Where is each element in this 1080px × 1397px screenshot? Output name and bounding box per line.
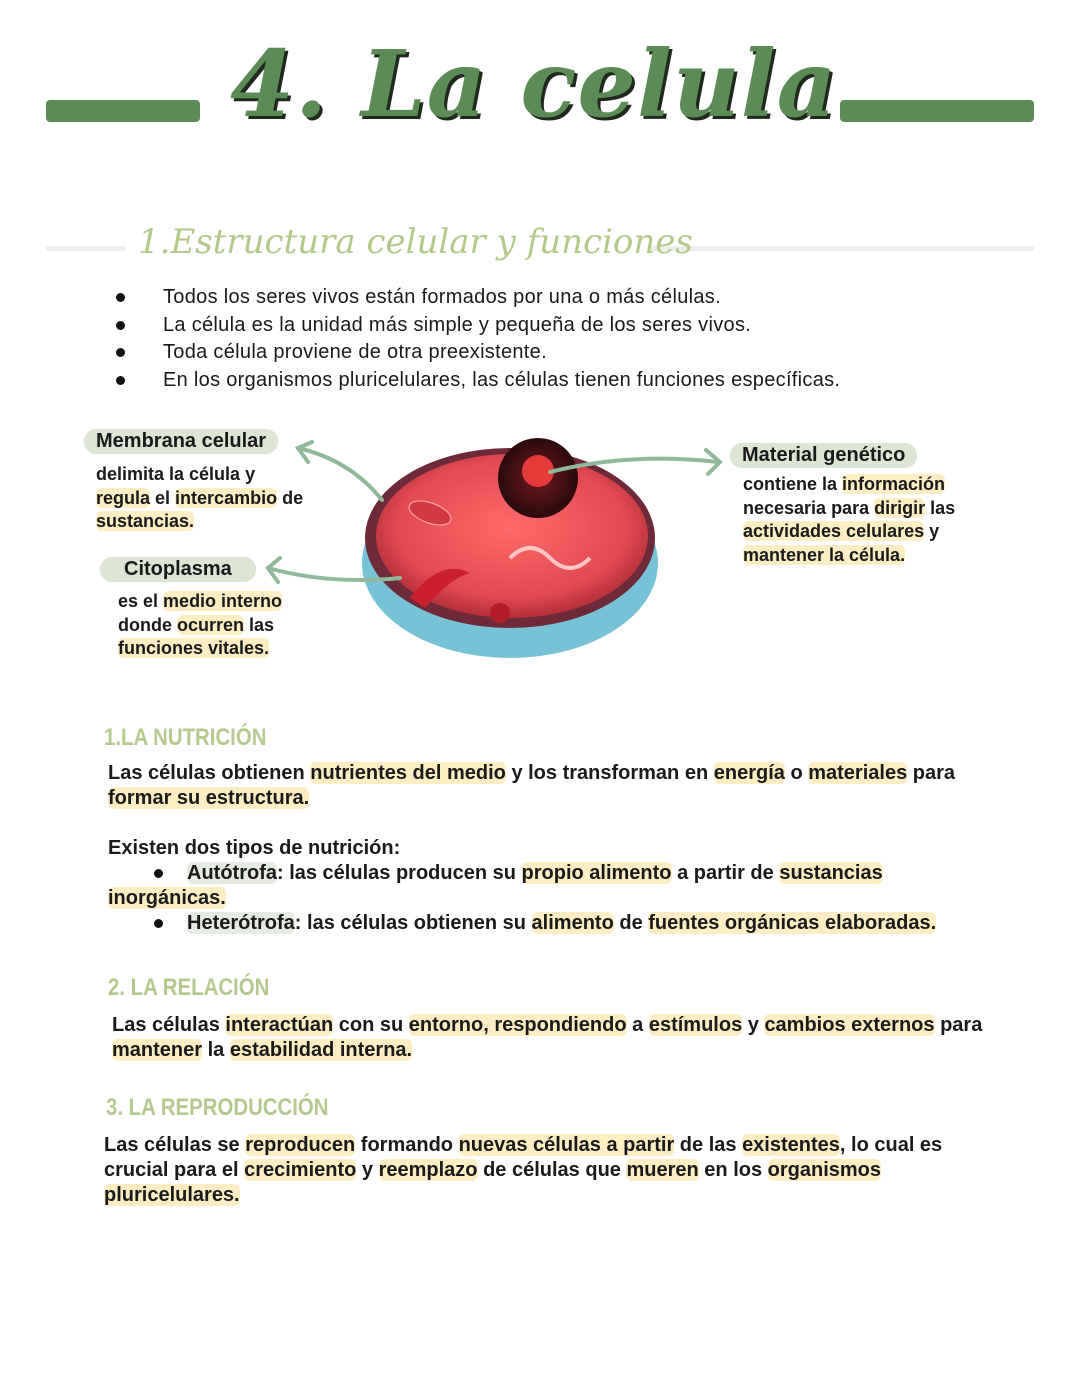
highlighted-text: inorgánicas. xyxy=(108,887,226,909)
highlighted-text: alimento xyxy=(531,912,614,934)
heading-reproduccion: 3. LA REPRODUCCIÓN xyxy=(106,1094,329,1121)
text-line xyxy=(108,761,955,786)
text-line xyxy=(118,614,282,638)
text-line xyxy=(743,520,955,544)
highlighted-text: cambios externos xyxy=(764,1014,935,1036)
text-line xyxy=(118,590,282,614)
bullet-text: Toda célula proviene de otra preexistente. xyxy=(163,341,547,364)
text-line xyxy=(743,497,955,521)
text-line xyxy=(96,510,303,534)
citoplasma-description xyxy=(118,590,282,661)
text-line xyxy=(108,886,955,911)
highlighted-text: medio interno xyxy=(163,591,283,611)
text-line xyxy=(96,487,303,511)
term-label: Autótrofa xyxy=(187,862,277,884)
text-line xyxy=(112,1013,982,1038)
text-segment: Las células obtienen xyxy=(108,762,311,784)
highlighted-text: energía xyxy=(713,762,785,784)
text-segment: y xyxy=(356,1159,379,1181)
highlighted-text: intercambio xyxy=(175,487,278,508)
text-segment: necesaria para xyxy=(743,497,875,518)
highlighted-text: formar su estructura. xyxy=(108,787,310,809)
text-line xyxy=(743,544,955,568)
text-segment: : las células producen su xyxy=(276,862,522,884)
highlighted-text: propio alimento xyxy=(521,862,672,884)
text-segment: y los transforman en xyxy=(505,762,714,784)
text-segment: a partir de xyxy=(671,862,780,884)
text-segment: y xyxy=(924,521,940,541)
text-line xyxy=(118,637,282,661)
highlighted-text: mueren xyxy=(626,1159,699,1181)
highlighted-text: mantener xyxy=(112,1039,203,1061)
text-line xyxy=(104,1183,942,1208)
text-segment: para xyxy=(934,1014,983,1036)
text-segment: : las células obtienen su xyxy=(294,912,532,934)
highlighted-text: nuevas células a partir xyxy=(458,1134,675,1156)
text-segment: de las xyxy=(674,1134,743,1156)
text-segment: las xyxy=(244,614,275,635)
highlighted-text: funciones vitales. xyxy=(118,638,270,658)
text-segment: crucial para el xyxy=(104,1159,245,1181)
text-segment: y xyxy=(742,1014,765,1036)
highlighted-text: mantener la célula. xyxy=(743,544,906,565)
highlighted-text: nutrientes del medio xyxy=(310,762,506,784)
text-line xyxy=(104,1158,942,1183)
bullet-text: La célula es la unidad más simple y pequeña de los seres vivos. xyxy=(163,313,752,336)
text-line xyxy=(108,861,955,886)
membrana-description xyxy=(96,463,303,534)
nutricion-text xyxy=(108,761,955,936)
highlighted-text: sustancias. xyxy=(96,511,195,531)
label-material-genetico: Material genético xyxy=(730,443,917,468)
text-segment: formando xyxy=(355,1134,459,1156)
section-subtitle: 1.Estructura celular y funciones xyxy=(138,222,693,262)
heading-relacion: 2. LA RELACIÓN xyxy=(108,974,270,1001)
highlighted-text: entorno, respondiendo xyxy=(408,1014,627,1036)
text-segment: de xyxy=(613,912,649,934)
text-segment: de xyxy=(277,487,304,508)
highlighted-text: existentes xyxy=(742,1134,840,1156)
text-segment: de células que xyxy=(477,1159,627,1181)
relacion-text xyxy=(112,1013,982,1063)
label-membrana-celular: Membrana celular xyxy=(84,429,278,454)
text-line xyxy=(108,811,955,836)
bullet-icon xyxy=(154,919,163,928)
text-line xyxy=(112,1038,982,1063)
text-line xyxy=(108,911,955,936)
text-segment: Existen dos tipos de nutrición: xyxy=(108,837,401,859)
text-segment: en los xyxy=(698,1159,768,1181)
bullet-icon xyxy=(154,869,163,878)
material-description xyxy=(743,473,955,567)
text-line xyxy=(108,786,955,811)
reproduccion-text xyxy=(104,1133,942,1208)
highlighted-text: reproducen xyxy=(245,1134,356,1156)
arrow-material xyxy=(550,459,718,472)
text-segment: Las células xyxy=(112,1014,226,1036)
highlighted-text: pluricelulares. xyxy=(104,1184,240,1206)
bullet-text: Todos los seres vivos están formados por una o más células. xyxy=(163,286,721,309)
highlighted-text: reemplazo xyxy=(378,1159,478,1181)
page-title: 4. La celula xyxy=(230,30,838,138)
text-segment xyxy=(108,812,114,834)
highlighted-text: dirigir xyxy=(874,497,926,518)
highlighted-text: organismos xyxy=(767,1159,881,1181)
highlighted-text: ocurren xyxy=(177,614,245,635)
text-segment: , lo cual es xyxy=(839,1134,943,1156)
text-segment: para xyxy=(907,762,956,784)
text-segment: a xyxy=(626,1014,649,1036)
text-segment: la xyxy=(202,1039,230,1061)
highlighted-text: actividades celulares xyxy=(743,521,925,541)
arrow-membrana xyxy=(298,448,382,500)
text-line xyxy=(743,473,955,497)
highlighted-text: materiales xyxy=(808,762,908,784)
text-segment: el xyxy=(150,487,176,508)
highlighted-text: crecimiento xyxy=(244,1159,357,1181)
text-segment: delimita la célula y xyxy=(96,464,256,484)
text-segment: con su xyxy=(333,1014,409,1036)
arrow-citoplasma xyxy=(268,568,400,580)
label-citoplasma: Citoplasma xyxy=(100,557,256,582)
text-segment: contiene la xyxy=(743,474,843,494)
highlighted-text: estabilidad interna. xyxy=(229,1039,413,1061)
text-segment: es el xyxy=(118,591,164,611)
heading-nutricion: 1.LA NUTRICIÓN xyxy=(104,724,267,751)
highlighted-text: estímulos xyxy=(648,1014,743,1036)
text-segment: Las células se xyxy=(104,1134,246,1156)
highlighted-text: interactúan xyxy=(225,1014,334,1036)
text-segment: donde xyxy=(118,614,177,635)
highlighted-text: sustancias xyxy=(779,862,883,884)
text-line xyxy=(108,836,955,861)
highlighted-text: información xyxy=(842,474,946,494)
text-line xyxy=(104,1133,942,1158)
highlighted-text: fuentes orgánicas elaboradas. xyxy=(648,912,937,934)
bullet-text: En los organismos pluricelulares, las células tienen funciones específicas. xyxy=(163,368,841,391)
term-label: Heterótrofa xyxy=(187,912,295,934)
highlighted-text: regula xyxy=(96,487,151,508)
text-line xyxy=(96,463,303,487)
text-segment: las xyxy=(925,497,956,518)
text-segment: o xyxy=(784,762,809,784)
